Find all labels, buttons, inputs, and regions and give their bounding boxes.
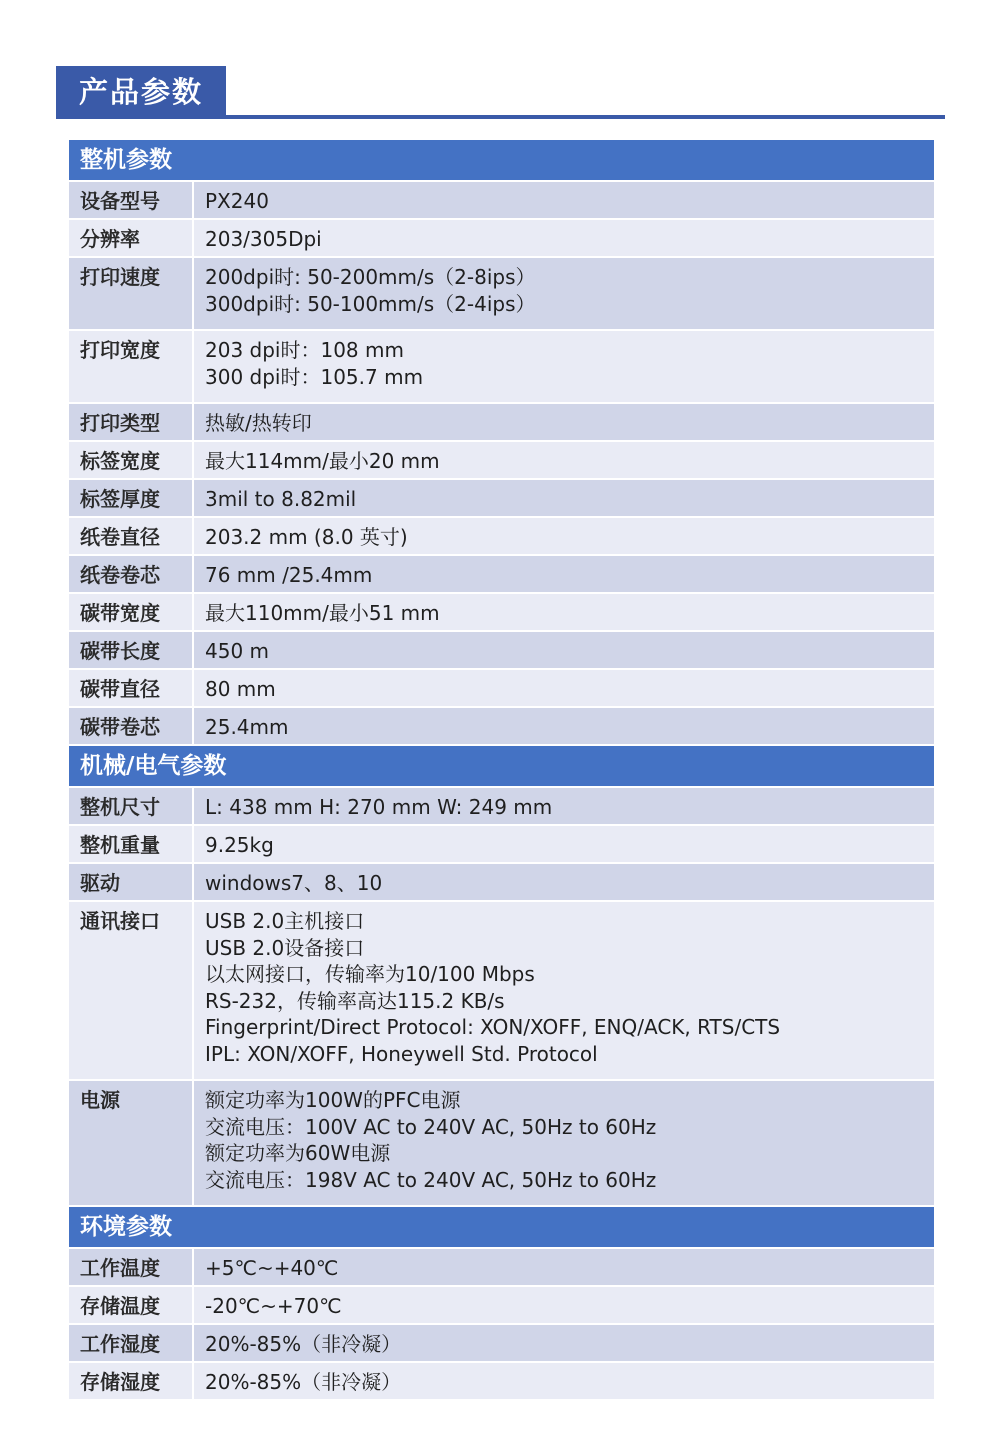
spec-value-line: RS-232，传输率高达115.2 KB/s (205, 988, 505, 1013)
page-title: 产品参数 (56, 66, 226, 118)
spec-label: 纸卷直径 (69, 518, 192, 554)
spec-value (194, 220, 934, 256)
spec-value-line: 300dpi时: 50-100mm/s（2-4ips） (205, 291, 536, 316)
spec-label: 打印速度 (69, 258, 192, 329)
spec-value-line: 9.25kg (205, 833, 274, 857)
spec-value (194, 258, 934, 329)
section-header: 整机参数 (69, 140, 934, 180)
spec-label: 工作湿度 (69, 1325, 192, 1361)
spec-value (194, 1325, 934, 1361)
spec-value-line: +5℃~+40℃ (205, 1256, 339, 1280)
spec-label: 通讯接口 (69, 902, 192, 1079)
section-header: 环境参数 (69, 1207, 934, 1247)
spec-value-line: 203 dpi时：108 mm (205, 338, 404, 362)
spec-row (69, 594, 934, 630)
spec-value-line: PX240 (205, 189, 269, 213)
spec-value-line: USB 2.0主机接口 (205, 909, 365, 933)
spec-label: 纸卷卷芯 (69, 556, 192, 592)
spec-value-line: 203/305Dpi (205, 227, 322, 251)
spec-value (194, 708, 934, 744)
spec-label: 标签宽度 (69, 442, 192, 478)
spec-row (69, 182, 934, 218)
spec-value (194, 182, 934, 218)
spec-row (69, 1325, 934, 1361)
spec-label: 驱动 (69, 864, 192, 900)
spec-value-line: USB 2.0设备接口 (205, 935, 365, 960)
spec-value (194, 788, 934, 824)
spec-label: 碳带直径 (69, 670, 192, 706)
spec-row (69, 1287, 934, 1323)
spec-value (194, 1363, 934, 1399)
spec-label: 设备型号 (69, 182, 192, 218)
spec-row (69, 258, 934, 329)
spec-row (69, 220, 934, 256)
spec-label: 工作温度 (69, 1249, 192, 1285)
spec-value-line: -20℃~+70℃ (205, 1294, 342, 1318)
spec-table (69, 140, 934, 1401)
spec-row (69, 404, 934, 440)
spec-value (194, 864, 934, 900)
spec-value-line: 25.4mm (205, 715, 289, 739)
spec-label: 标签厚度 (69, 480, 192, 516)
spec-value-line: 3mil to 8.82mil (205, 487, 357, 511)
spec-row (69, 1081, 934, 1205)
spec-value-line: 额定功率为100W的PFC电源 (205, 1088, 461, 1112)
spec-label: 存储湿度 (69, 1363, 192, 1399)
spec-label: 碳带宽度 (69, 594, 192, 630)
spec-value (194, 902, 934, 1079)
spec-label: 碳带长度 (69, 632, 192, 668)
spec-row (69, 1249, 934, 1285)
spec-value-line: 热敏/热转印 (205, 411, 312, 435)
spec-value (194, 1249, 934, 1285)
spec-row (69, 826, 934, 862)
spec-value (194, 1081, 934, 1205)
spec-row (69, 518, 934, 554)
spec-label: 电源 (69, 1081, 192, 1205)
spec-value-line: L: 438 mm H: 270 mm W: 249 mm (205, 795, 553, 819)
spec-value (194, 670, 934, 706)
spec-value-line: 300 dpi时：105.7 mm (205, 364, 424, 389)
spec-label: 碳带卷芯 (69, 708, 192, 744)
spec-row (69, 1363, 934, 1399)
spec-value-line: Fingerprint/Direct Protocol: XON/XOFF, ENQ/ACK, RTS/CTS (205, 1015, 781, 1039)
spec-value (194, 404, 934, 440)
spec-value-line: IPL: XON/XOFF, Honeywell Std. Protocol (205, 1041, 598, 1066)
section-header: 机械/电气参数 (69, 746, 934, 786)
spec-value-line: 80 mm (205, 677, 276, 701)
title-underline (56, 115, 945, 119)
spec-value (194, 632, 934, 668)
spec-value (194, 556, 934, 592)
spec-value-line: 20%-85%（非冷凝） (205, 1370, 402, 1394)
spec-value-line: 最大114mm/最小20 mm (205, 449, 440, 473)
spec-label: 打印宽度 (69, 331, 192, 402)
spec-row (69, 331, 934, 402)
spec-row (69, 480, 934, 516)
spec-row (69, 670, 934, 706)
spec-label: 打印类型 (69, 404, 192, 440)
spec-label: 存储温度 (69, 1287, 192, 1323)
spec-label: 整机尺寸 (69, 788, 192, 824)
spec-value-line: 203.2 mm (8.0 英寸) (205, 525, 408, 549)
spec-row (69, 788, 934, 824)
spec-row (69, 442, 934, 478)
spec-label: 分辨率 (69, 220, 192, 256)
spec-value (194, 480, 934, 516)
spec-row (69, 902, 934, 1079)
spec-value (194, 826, 934, 862)
spec-row (69, 708, 934, 744)
spec-value (194, 518, 934, 554)
spec-value (194, 442, 934, 478)
spec-value-line: windows7、8、10 (205, 871, 383, 895)
spec-row (69, 864, 934, 900)
spec-value-line: 交流电压：198V AC to 240V AC, 50Hz to 60Hz (205, 1167, 657, 1192)
spec-value (194, 1287, 934, 1323)
spec-value (194, 331, 934, 402)
spec-label: 整机重量 (69, 826, 192, 862)
spec-row (69, 556, 934, 592)
spec-value-line: 以太网接口，传输率为10/100 Mbps (205, 962, 535, 986)
spec-value-line: 200dpi时: 50-200mm/s（2-8ips） (205, 265, 536, 289)
spec-value (194, 594, 934, 630)
spec-value-line: 额定功率为60W电源 (205, 1141, 391, 1165)
spec-value-line: 20%-85%（非冷凝） (205, 1332, 402, 1356)
spec-row (69, 632, 934, 668)
spec-value-line: 交流电压：100V AC to 240V AC, 50Hz to 60Hz (205, 1114, 657, 1139)
spec-value-line: 450 m (205, 639, 270, 663)
spec-value-line: 最大110mm/最小51 mm (205, 601, 440, 625)
spec-value-line: 76 mm /25.4mm (205, 563, 373, 587)
